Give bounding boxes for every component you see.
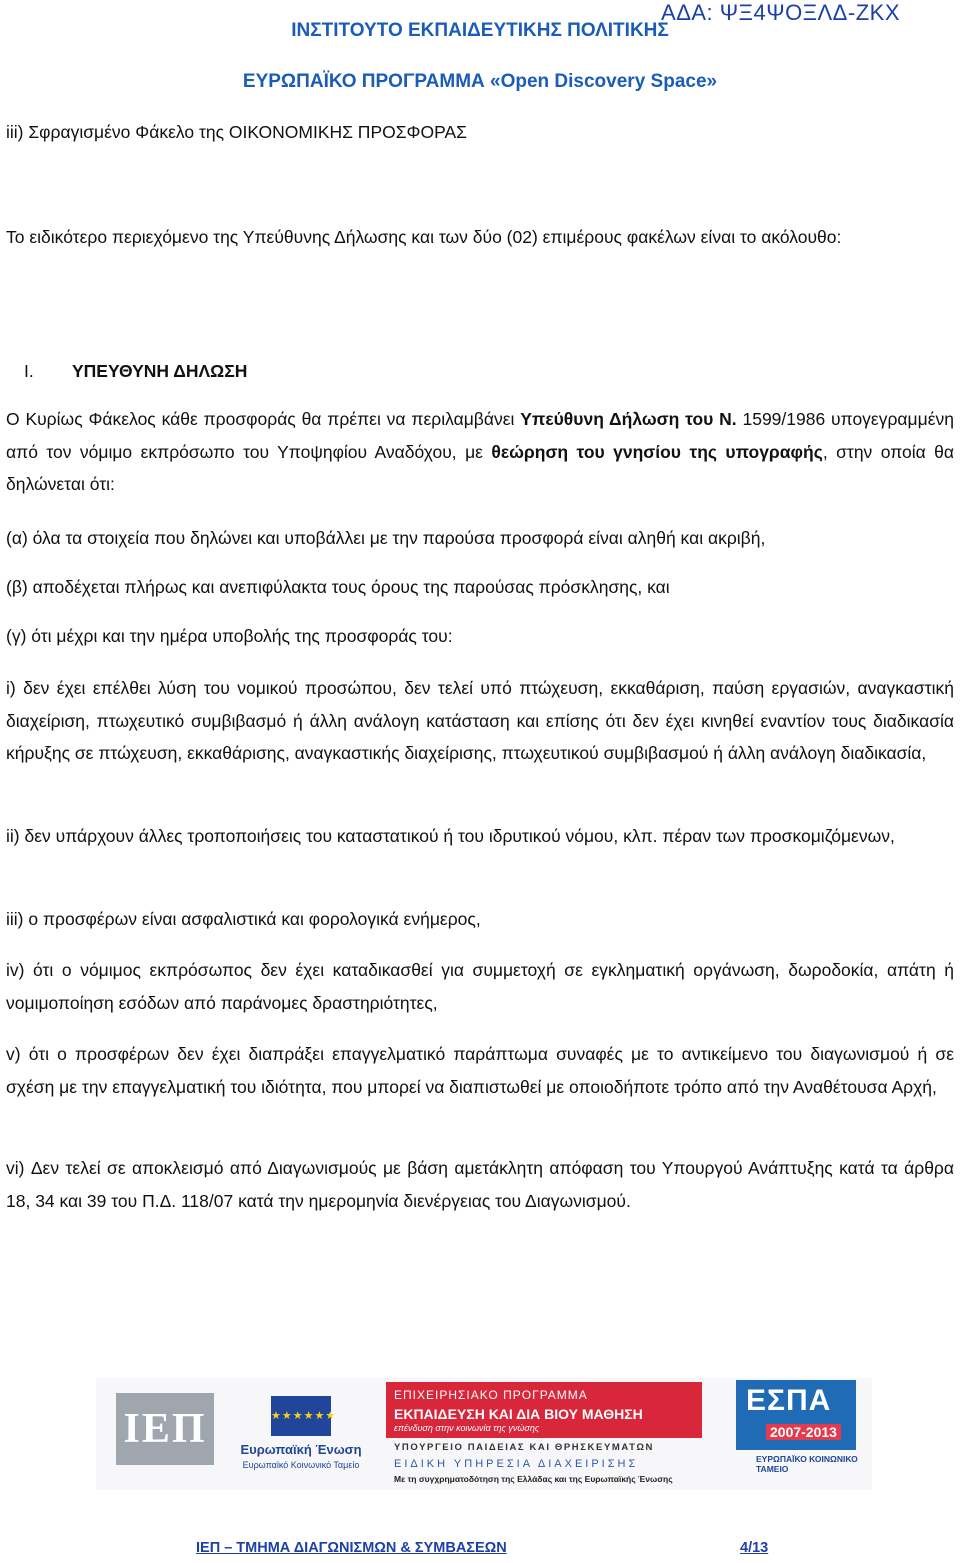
main-text-d: θεώρηση του γνησίου της υπογραφής	[491, 441, 823, 462]
sub-item-v: v) ότι ο προσφέρων δεν έχει διαπράξει επαγγελματικό παράπτωμα συναφές με το αντικείμενο του διαγωνισμού ή σε σχέση με την επαγγελματική του ιδιότητα, που μπορεί να διαπιστωθεί με οποιοδήποτε τρόπο από την Αναθέτουσα Αρχή,	[6, 1044, 954, 1097]
espa-years: 2007-2013	[766, 1424, 841, 1440]
espa-title: ΕΣΠΑ	[746, 1384, 832, 1417]
main-text-a: Ο Κυρίως Φάκελος κάθε προσφοράς θα πρέπει να περιλαμβάνει	[6, 409, 521, 429]
ada-code: ΑΔΑ: ΨΞ4ΨΟΞΛΔ-ΖΚΧ	[661, 0, 900, 25]
header-institute: ΙΝΣΤΙΤΟΥΤΟ ΕΚΠΑΙΔΕΥΤΙΚΗΣ ΠΟΛΙΤΙΚΗΣ	[291, 20, 669, 41]
program-line-1: ΕΠΙΧΕΙΡΗΣΙΑΚΟ ΠΡΟΓΡΑΜΜΑ	[394, 1388, 588, 1402]
sub-item-vi: vi) Δεν τελεί σε αποκλεισμό από Διαγωνισμούς με βάση αμετάκλητη απόφαση του Υπουργού Ανάπτυξης κατά τα άρθρα 18, 34 και 39 του Π.Δ. 118/07 κατά την ημερομηνία διενέργειας του Διαγωνισμού.	[6, 1158, 954, 1211]
authority-name: ΕΙΔΙΚΗ ΥΠΗΡΕΣΙΑ ΔΙΑΧΕΙΡΙΣΗΣ	[394, 1458, 639, 1470]
section-title: ΥΠΕΥΘΥΝΗ ΔΗΛΩΣΗ	[72, 361, 248, 381]
cofinancing-note: Με τη συγχρηματοδότηση της Ελλάδας και της Ευρωπαϊκής Ένωσης	[394, 1474, 673, 1484]
ministry-name: ΥΠΟΥΡΓΕΙΟ ΠΑΙΔΕΙΑΣ ΚΑΙ ΘΡΗΣΚΕΥΜΑΤΩΝ	[394, 1442, 654, 1453]
sub-item-iii: iii) ο προσφέρων είναι ασφαλιστικά και φορολογικά ενήμερος,	[6, 909, 481, 929]
section-number: I.	[24, 361, 34, 381]
main-paragraph	[6, 403, 954, 501]
eks-label: ΕΥΡΩΠΑΪΚΟ ΚΟΙΝΩΝΙΚΟ ΤΑΜΕΙΟ	[756, 1454, 858, 1474]
item-a: (α) όλα τα στοιχεία που δηλώνει και υποβάλλει με την παρούσα προσφορά είναι αληθή και ακριβή,	[6, 528, 766, 548]
item-b: (β) αποδέχεται πλήρως και ανεπιφύλακτα τους όρους της παρούσας πρόσκλησης, και	[6, 577, 670, 597]
iep-logo: ΙΕΠ	[116, 1393, 214, 1465]
footer-page-number: 4/13	[740, 1540, 769, 1556]
program-slogan: επένδυση στην κοινωνία της γνώσης	[394, 1423, 540, 1433]
sub-item-iv: iv) ότι ο νόμιμος εκπρόσωπος δεν έχει καταδικασθεί για συμμετοχή σε εγκληματική οργάνωση, δωροδοκία, απάτη ή νομιμοποίηση εσόδων από παράνομες δραστηριότητες,	[6, 960, 954, 1013]
eu-name: Ευρωπαϊκή Ένωση	[240, 1442, 362, 1457]
espa-logo	[736, 1380, 856, 1450]
sub-item-ii: ii) δεν υπάρχουν άλλες τροποποιήσεις του καταστατικού ή του ιδρυτικού νόμου, κλπ. πέραν των προσκομιζόμενων,	[6, 826, 895, 846]
eu-fund: Ευρωπαϊκό Κοινωνικό Ταμείο	[242, 1460, 360, 1470]
program-line-2: ΕΚΠΑΙΔΕΥΣΗ ΚΑΙ ΔΙΑ ΒΙΟΥ ΜΑΘΗΣΗ	[394, 1406, 643, 1422]
main-text-c: 1599/1986 υπογεγραμμένη από τον νόμιμο εκπρόσωπο του Υποψηφίου Αναδόχου, με	[6, 409, 954, 462]
section-heading	[24, 355, 247, 387]
header-program: ΕΥΡΩΠΑΪΚΟ ΠΡΟΓΡΑΜΜΑ «Open Discovery Space»	[242, 71, 718, 92]
program-logo	[386, 1382, 702, 1438]
footer-department: ΙΕΠ – ΤΜΗΜΑ ΔΙΑΓΩΝΙΣΜΩΝ & ΣΥΜΒΑΣΕΩΝ	[196, 1540, 507, 1556]
intro-paragraph: Το ειδικότερο περιεχόμενο της Υπεύθυνης Δήλωσης και των δύο (02) επιμέρους φακέλων είναι το ακόλουθο:	[6, 227, 842, 247]
envelope-line: iii) Σφραγισμένο Φάκελο της ΟΙΚΟΝΟΜΙΚΗΣ ΠΡΟΣΦΟΡΑΣ	[6, 122, 467, 142]
sub-item-i: i) δεν έχει επέλθει λύση του νομικού προσώπου, δεν τελεί υπό πτώχευση, εκκαθάριση, παύση εργασιών, αναγκαστική διαχείριση, πτωχευτικό συμβιβασμό ή άλλη ανάλογη κατάσταση και επίσης ότι δεν έχει κινηθεί εναντίον τους διαδικασία κήρυξης σε πτώχευση, εκκαθάρισης, αναγκαστικής διαχείρισης, πτωχευτικού συμβιβασμού ή άλλη ανάλογη διαδικασία,	[6, 678, 954, 763]
item-c: (γ) ότι μέχρι και την ημέρα υποβολής της προσφοράς του:	[6, 626, 453, 646]
logo-strip	[96, 1378, 872, 1490]
eu-flag-icon: ★★★★★★	[271, 1396, 331, 1436]
main-text-b: Υπεύθυνη Δήλωση του Ν.	[520, 409, 737, 429]
main-text-e: , στην οποία θα δηλώνεται ότι:	[6, 441, 955, 494]
